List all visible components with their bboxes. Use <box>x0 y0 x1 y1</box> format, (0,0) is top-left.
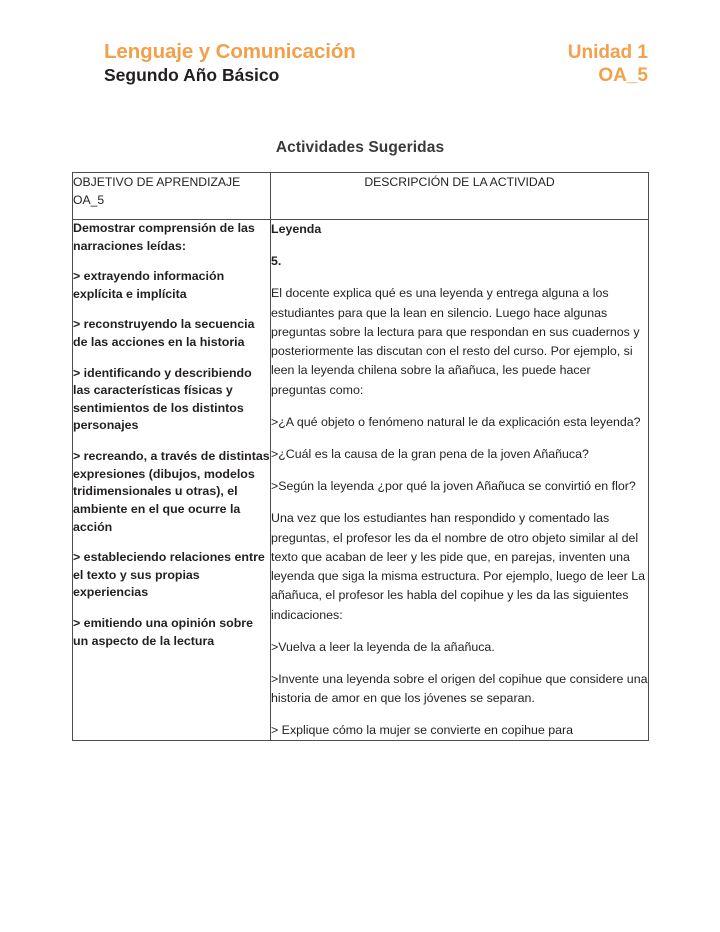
table-header-row <box>73 173 649 220</box>
subject-title: Lenguaje y Comunicación <box>104 40 356 63</box>
table-head <box>73 173 649 220</box>
activity-instruction-3: > Explique cómo la mujer se convierte en copihue para <box>271 723 574 738</box>
oa-code-label: OA_5 <box>598 64 648 86</box>
grade-title: Segundo Año Básico <box>104 64 280 85</box>
activity-instruction-2: >Invente una leyenda sobre el origen del copihue que considere una historia de amor en que los jóvenes se separan. <box>271 671 648 706</box>
activity-number: 5. <box>271 254 282 269</box>
unit-label: Unidad 1 <box>567 42 648 63</box>
objective-bullet-2: > reconstruyendo la secuencia de las acciones en la historia <box>73 317 255 350</box>
table-body <box>73 220 649 741</box>
table-row <box>73 220 649 741</box>
document-header <box>104 40 648 88</box>
activity-question-3: >Según la leyenda ¿por qué la joven Añañuca se convirtió en flor? <box>271 479 636 494</box>
objective-intro: Demostrar comprensión de las narraciones leídas: <box>73 221 255 253</box>
activity-question-2: >¿Cuál es la causa de la gran pena de la joven Añañuca? <box>271 446 589 461</box>
activity-title: Leyenda <box>271 222 322 236</box>
objective-bullet-5: > estableciendo relaciones entre el texto y sus propias experiencias <box>73 550 265 600</box>
objective-bullet-1: > extrayendo información explícita e implícita <box>73 269 225 301</box>
objective-bullet-3: > identificando y describiendo las características físicas y sentimientos de los distintos personajes <box>73 365 252 433</box>
activity-cell <box>271 220 649 741</box>
objective-bullet-4: > recreando, a través de distintas expresiones (dibujos, modelos tridimensionales u otras), el ambiente en el que ocurre la acción <box>73 449 270 534</box>
column-header-description: DESCRIPCIÓN DE LA ACTIVIDAD <box>271 173 649 220</box>
activity-paragraph-1: El docente explica qué es una leyenda y entrega alguna a los estudiantes para que la lean en silencio. Luego hace algunas preguntas sobre la lectura para que respondan en sus cuadernos y posteriormente las discutan con el resto del curso. Por ejemplo, si leen la leyenda chilena sobre la añañuca, les puede hacer preguntas como: <box>271 286 640 397</box>
objective-bullet-6: > emitiendo una opinión sobre un aspecto de la lectura <box>73 615 254 648</box>
section-title: Actividades Sugeridas <box>275 139 445 156</box>
column-header-objective: OBJETIVO DE APRENDIZAJE OA_5 <box>73 173 271 220</box>
objective-cell <box>73 220 271 741</box>
activities-table <box>72 172 649 741</box>
activity-question-1: >¿A qué objeto o fenómeno natural le da explicación esta leyenda? <box>271 414 641 429</box>
activity-instruction-1: >Vuelva a leer la leyenda de la añañuca. <box>271 639 495 654</box>
activity-paragraph-2: Una vez que los estudiantes han respondido y comentado las preguntas, el profesor les da el nombre de otro objeto similar al del texto que acaban de leer y les pide que, en parejas, inventen una leyenda que siga la misma estructura. Por ejemplo, luego de leer La añañuca, el profesor les habla del copihue y les da las siguientes indicaciones: <box>271 511 645 622</box>
header-row-primary <box>104 40 648 64</box>
header-row-secondary <box>104 65 648 88</box>
